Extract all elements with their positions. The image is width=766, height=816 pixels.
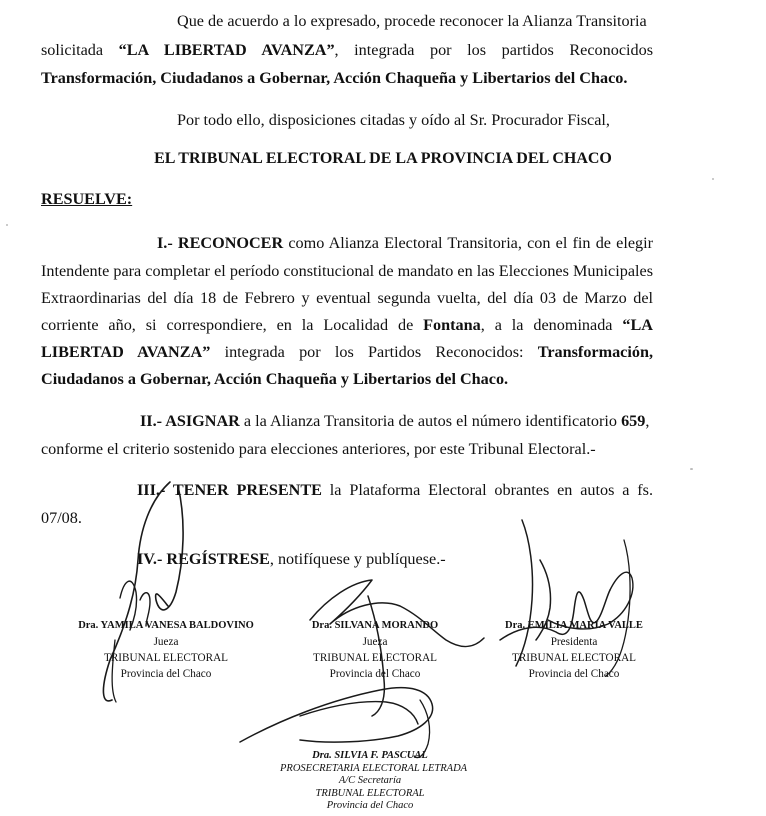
signer-title: PROSECRETARIA ELECTORAL LETRADA xyxy=(280,762,468,774)
item-1-line-6: Ciudadanos a Gobernar, Acción Chaqueña y Libertarios del Chaco. xyxy=(41,370,509,388)
item-3-text: la Plataforma Electoral obrantes en autos a fs. xyxy=(321,481,653,499)
signer-province: Provincia del Chaco xyxy=(528,668,620,680)
scan-speck xyxy=(6,224,8,226)
alliance-name: “LA xyxy=(622,316,653,334)
item-2-line-1 xyxy=(140,411,649,431)
signer-role: A/C Secretaría xyxy=(338,775,402,787)
item-1-text: , a la denominada xyxy=(480,316,623,334)
item-1-line-3: Extraordinarias del día 18 de Febrero y eventual segunda vuelta, del día 03 de Marzo del xyxy=(41,289,653,307)
item-2-line-2: conforme el criterio sostenido para elecciones anteriores, por este Tribunal Electoral.- xyxy=(41,440,596,458)
identifier-number: 659 xyxy=(621,412,646,430)
paragraph-1-line-2 xyxy=(41,40,653,60)
signature-block-right xyxy=(494,618,654,682)
signer-title: Presidenta xyxy=(550,636,598,648)
item-1-line-2: Intendente para completar el período constitucional de mandato en las Elecciones Municipales xyxy=(41,262,653,280)
tribunal-heading: EL TRIBUNAL ELECTORAL DE LA PROVINCIA DEL CHACO xyxy=(154,150,612,167)
item-2-text: , xyxy=(645,412,650,430)
signer-body: TRIBUNAL ELECTORAL xyxy=(313,652,437,664)
paragraph-1-text: , integrada por los partidos Reconocidos xyxy=(334,41,653,59)
alliance-name: LIBERTAD AVANZA” xyxy=(41,343,211,361)
signer-name: Dra. YAMILA VANESA BALDOVINO xyxy=(78,620,254,631)
paragraph-2: Por todo ello, disposiciones citadas y oído al Sr. Procurador Fiscal, xyxy=(177,111,610,129)
paragraph-1-line-1: Que de acuerdo a lo expresado, procede reconocer la Alianza Transitoria xyxy=(177,12,647,30)
signer-body: TRIBUNAL ELECTORAL xyxy=(512,652,636,664)
item-4-label: IV.- REGÍSTRESE xyxy=(137,550,270,568)
scan-speck xyxy=(690,468,693,470)
alliance-name: “LA LIBERTAD AVANZA” xyxy=(118,41,335,59)
signer-province: Provincia del Chaco xyxy=(329,668,421,680)
item-3-line-2: 07/08. xyxy=(41,509,82,527)
resuelve-heading: RESUELVE: xyxy=(41,190,133,208)
party-name: Transformación, xyxy=(537,343,653,361)
signer-province: Provincia del Chaco xyxy=(326,800,414,812)
signer-name: Dra. SILVANA MORANDO xyxy=(311,620,439,631)
signature-block-left xyxy=(60,618,272,682)
item-1-text: corriente año, si correspondiere, en la Localidad de xyxy=(41,316,424,334)
item-2-text: a la Alianza Transitoria de autos el número identificatorio xyxy=(239,412,622,430)
item-1-text: como Alianza Electoral Transitoria, con el fin de elegir xyxy=(283,234,654,252)
paragraph-1-line-3: Transformación, Ciudadanos a Gobernar, Acción Chaqueña y Libertarios del Chaco. xyxy=(41,69,628,87)
signer-body: TRIBUNAL ELECTORAL xyxy=(104,652,228,664)
signer-name: Dra. SILVIA F. PASCUAL xyxy=(312,750,428,761)
item-3-line-1 xyxy=(137,480,653,500)
locality-name: Fontana xyxy=(423,316,481,334)
item-2-label: II.- ASIGNAR xyxy=(140,412,240,430)
item-1-line-4 xyxy=(41,315,653,335)
signer-name: Dra. EMILIA MARIA VALLE xyxy=(505,620,643,631)
signer-body: TRIBUNAL ELECTORAL xyxy=(315,787,425,799)
signer-province: Provincia del Chaco xyxy=(120,668,212,680)
signature-block-bottom xyxy=(280,750,468,813)
signer-title: Jueza xyxy=(153,636,179,648)
signature-block-center xyxy=(294,618,456,682)
item-1-text: integrada por los Partidos Reconocidos: xyxy=(210,343,538,361)
item-1-label: I.- RECONOCER xyxy=(157,234,284,252)
item-3-label: III.- TENER PRESENTE xyxy=(137,481,322,499)
paragraph-1-text: solicitada xyxy=(41,41,104,59)
item-4-line xyxy=(137,549,446,569)
item-1-line-5 xyxy=(41,342,653,362)
item-4-text: , notifíquese y publíquese.- xyxy=(269,550,446,568)
item-1-line-1 xyxy=(157,233,653,253)
signer-title: Jueza xyxy=(362,636,388,648)
scan-speck xyxy=(712,178,714,180)
